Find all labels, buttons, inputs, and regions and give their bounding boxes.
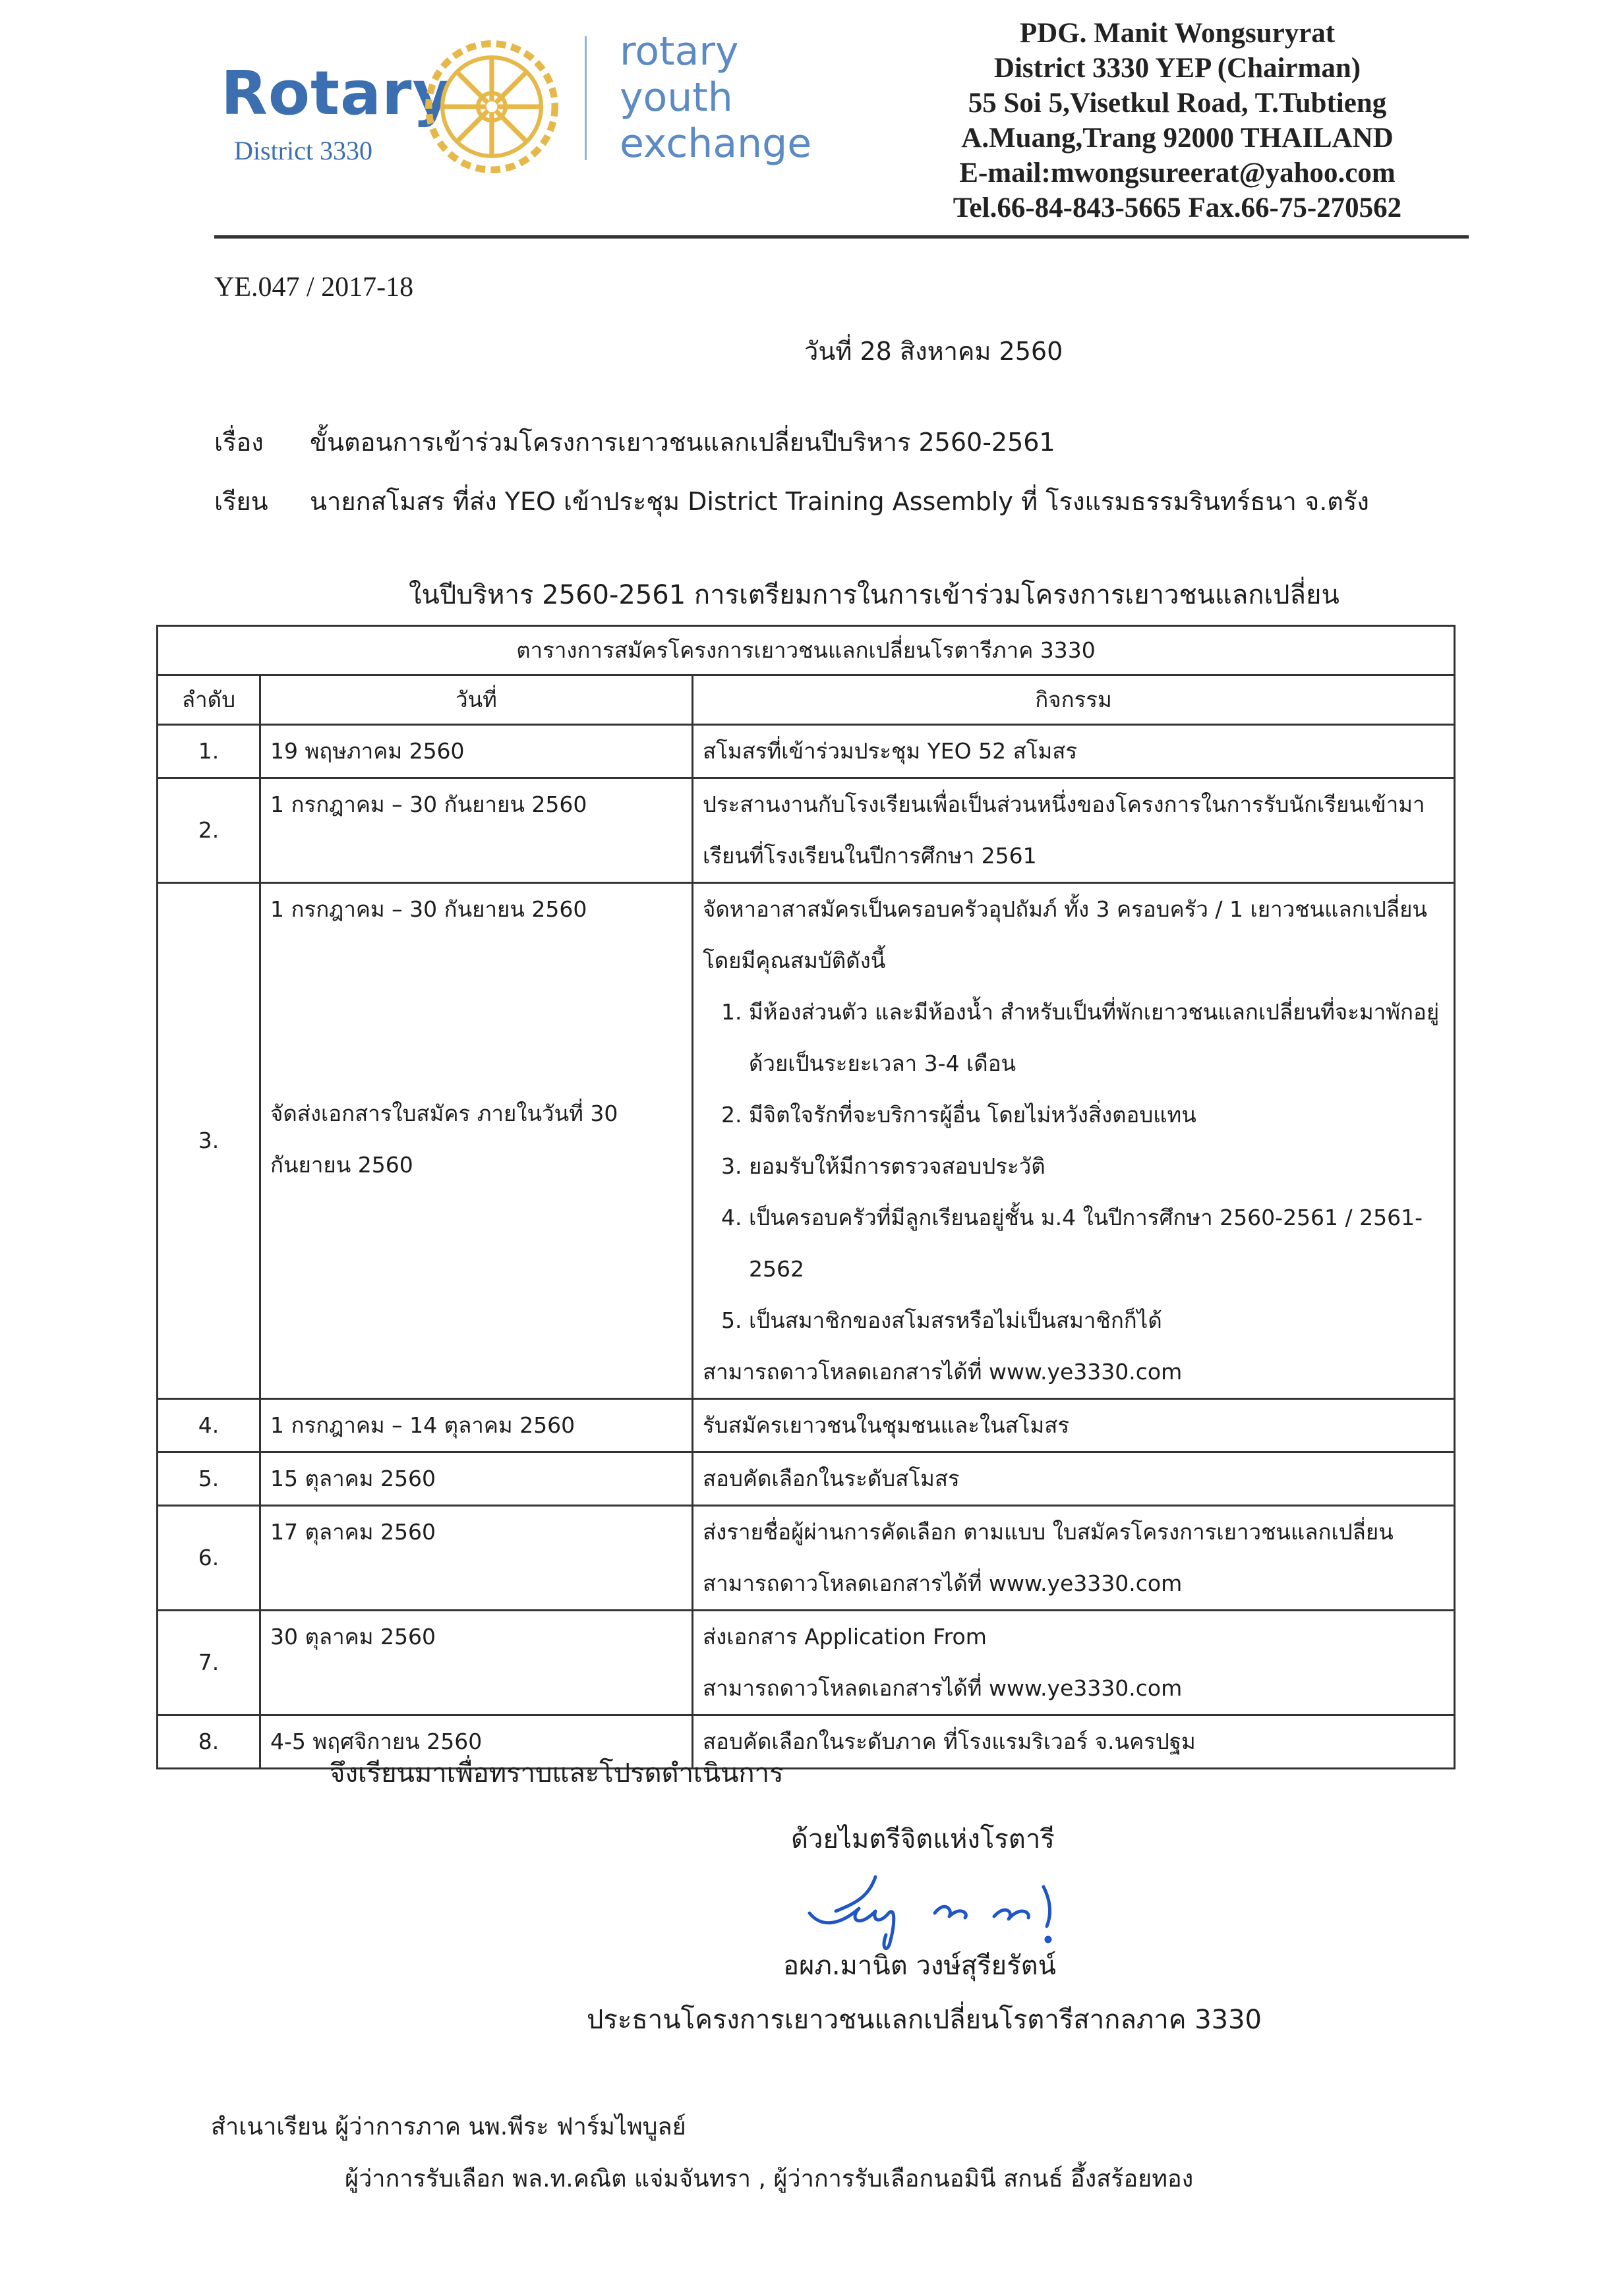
closing-text: จึงเรียนมาเพื่อทราบและโปรดดำเนินการ	[330, 1758, 784, 1789]
header-activity: กิจกรรม	[693, 675, 1455, 725]
table-title: ตารางการสมัครโครงการเยาวชนแลกเปลี่ยนโรตารีภาค 3330	[158, 626, 1455, 675]
program-line-rotary: rotary	[620, 28, 739, 74]
header-no: ลำดับ	[158, 675, 260, 725]
row-number: 2.	[158, 778, 260, 883]
list-item: 1. มีห้องส่วนตัว และมีห้องน้ำ สำหรับเป็นที่พักเยาวชนแลกเปลี่ยนที่จะมาพักอยู่ ด้วยเป็นระยะเวลา 3-4 เดือน	[749, 987, 1444, 1089]
reference-number: YE.047 / 2017-18	[214, 272, 414, 302]
intro-heading: ในปีบริหาร 2560-2561 การเตรียมการในการเข้าร่วมโครงการเยาวชนแลกเปลี่ยน	[409, 580, 1339, 610]
cc-line-2: ผู้ว่าการรับเลือก พล.ท.คณิต แจ่มจันทรา , ผู้ว่าการรับเลือกนอมินี สกนธ์ อึ้งสร้อยทอง	[345, 2166, 1194, 2193]
recipient-label: เรียน	[214, 487, 268, 516]
row-activity: สโมสรที่เข้าร่วมประชุม YEO 52 สโมสร	[693, 725, 1455, 778]
table-row	[158, 778, 1455, 883]
sender-city: A.Muang,Trang 92000 THAILAND	[961, 123, 1394, 154]
download-note: สามารถดาวโหลดเอกสารได้ที่ www.ye3330.com	[703, 1359, 1183, 1385]
row-activity: จัดหาอาสาสมัครเป็นครอบครัวอุปถัมภ์ ทั้ง 3 ครอบครัว / 1 เยาวชนแลกเปลี่ยน โดยมีคุณสมบัติดังนี้ 1. มีห้องส่วนตัว และมีห้องน้ำ สำหรับเป็นที่พักเยาวชนแลกเปลี่ยนที่จะมาพักอยู่ ด้วยเป็นระยะเวลา 3-4 เดือน 2. มีจิตใจรักที่จะบริการผู้อื่น โดยไม่หวังสิ่งตอบแทน 3. ยอมรับให้มีการตรวจสอบประวัติ 4. เป็นครอบครัวที่มีลูกเรียนอยู่ชั้น ม.4 ในปีการศึกษา 2560-2561 / 2561-2562 5. เป็นสมาชิกของสโมสรหรือไม่เป็นสมาชิกก็ได้ สามารถดาวโหลดเอกสารได้ที่ www.ye3330.com	[693, 883, 1455, 1399]
list-item: 4. เป็นครอบครัวที่มีลูกเรียนอยู่ชั้น ม.4 ในปีการศึกษา 2560-2561 / 2561-2562	[749, 1192, 1444, 1295]
signer-position: ประธานโครงการเยาวชนแลกเปลี่ยนโรตารีสากลภาค 3330	[587, 2005, 1262, 2035]
list-item: 2. มีจิตใจรักที่จะบริการผู้อื่น โดยไม่หวังสิ่งตอบแทน	[749, 1089, 1444, 1141]
row-date: 17 ตุลาคม 2560	[260, 1506, 693, 1611]
sender-phone-fax: Tel.66-84-843-5665 Fax.66-75-270562	[953, 192, 1402, 223]
letter-date: วันที่ 28 สิงหาคม 2560	[804, 337, 1063, 366]
row-number: 3.	[158, 883, 260, 1399]
row-number: 1.	[158, 725, 260, 778]
row-date: 1 กรกฎาคม – 14 ตุลาคม 2560	[260, 1399, 693, 1452]
subject-label: เรื่อง	[214, 428, 264, 457]
row-activity: สอบคัดเลือกในระดับสโมสร	[693, 1452, 1455, 1506]
row-date: 30 ตุลาคม 2560	[260, 1611, 693, 1715]
row-activity: ประสานงานกับโรงเรียนเพื่อเป็นส่วนหนึ่งของโครงการในการรับนักเรียนเข้ามา เรียนที่โรงเรียนในปีการศึกษา 2561	[693, 778, 1455, 883]
sender-street: 55 Soi 5,Visetkul Road, T.Tubtieng	[968, 88, 1387, 119]
rotary-logo-wordmark: Rotary	[221, 58, 453, 129]
program-line-youth: youth	[620, 74, 733, 121]
header-date: วันที่	[260, 675, 693, 725]
rotary-district-label: District 3330	[234, 136, 372, 165]
table-row	[158, 1452, 1455, 1506]
sender-address-block	[881, 16, 1474, 225]
sender-title: District 3330 YEP (Chairman)	[993, 53, 1361, 84]
sender-email: E-mail:mwongsureerat@yahoo.com	[959, 158, 1396, 188]
closing-regards: ด้วยไมตรีจิตแห่งโรตารี	[791, 1824, 1055, 1854]
table-row	[158, 1399, 1455, 1452]
row-number: 8.	[158, 1715, 260, 1769]
list-item: 5. เป็นสมาชิกของสโมสรหรือไม่เป็นสมาชิกก็ได้	[749, 1295, 1444, 1346]
signer-name: อผภ.มานิต วงษ์สุรียรัตน์	[783, 1951, 1056, 1981]
row-number: 5.	[158, 1452, 260, 1506]
table-row	[158, 1506, 1455, 1611]
row-date: 1 กรกฎาคม – 30 กันยายน 2560	[260, 778, 693, 883]
logo-divider	[585, 36, 587, 160]
row-activity: ส่งรายชื่อผู้ผ่านการคัดเลือก ตามแบบ ใบสมัครโครงการเยาวชนแลกเปลี่ยน สามารถดาวโหลดเอกสารได้ที่ www.ye3330.com	[693, 1506, 1455, 1611]
row-date: 15 ตุลาคม 2560	[260, 1452, 693, 1506]
row-number: 7.	[158, 1611, 260, 1715]
program-line-exchange: exchange	[620, 121, 812, 167]
letterhead-rule	[214, 235, 1469, 239]
table-row	[158, 883, 1455, 1399]
list-item: 3. ยอมรับให้มีการตรวจสอบประวัติ	[749, 1141, 1444, 1192]
row-number: 6.	[158, 1506, 260, 1611]
row-date: 19 พฤษภาคม 2560	[260, 725, 693, 778]
row-activity: สอบคัดเลือกในระดับภาค ที่โรงแรมริเวอร์ จ.นครปฐม	[693, 1715, 1455, 1769]
row-activity: รับสมัครเยาวชนในชุมชนและในสโมสร	[693, 1399, 1455, 1452]
row-date: 1 กรกฎาคม – 30 กันยายน 2560 จัดส่งเอกสารใบสมัคร ภายในวันที่ 30 กันยายน 2560	[260, 883, 693, 1399]
table-row	[158, 1611, 1455, 1715]
table-row	[158, 725, 1455, 778]
recipient-text: นายกสโมสร ที่ส่ง YEO เข้าประชุม District Training Assembly ที่ โรงแรมธรรมรินทร์ธนา จ.ตรัง	[310, 487, 1369, 516]
host-family-criteria-list	[703, 987, 1444, 1346]
row-date: 4-5 พฤศจิกายน 2560	[260, 1715, 693, 1769]
sender-name: PDG. Manit Wongsuryrat	[1019, 18, 1336, 49]
table-header-row	[158, 675, 1455, 725]
cc-line-1: สำเนาเรียน ผู้ว่าการภาค นพ.พีระ ฟาร์มไพบูลย์	[211, 2113, 686, 2140]
application-deadline-note: จัดส่งเอกสารใบสมัคร ภายในวันที่ 30 กันยายน 2560	[270, 1101, 618, 1178]
row-activity: ส่งเอกสาร Application From สามารถดาวโหลดเอกสารได้ที่ www.ye3330.com	[693, 1611, 1455, 1715]
row-number: 4.	[158, 1399, 260, 1452]
subject-text: ขั้นตอนการเข้าร่วมโครงการเยาวชนแลกเปลี่ยนปีบริหาร 2560-2561	[310, 428, 1055, 457]
rotary-wheel-icon	[423, 38, 560, 175]
schedule-table	[156, 625, 1456, 1769]
